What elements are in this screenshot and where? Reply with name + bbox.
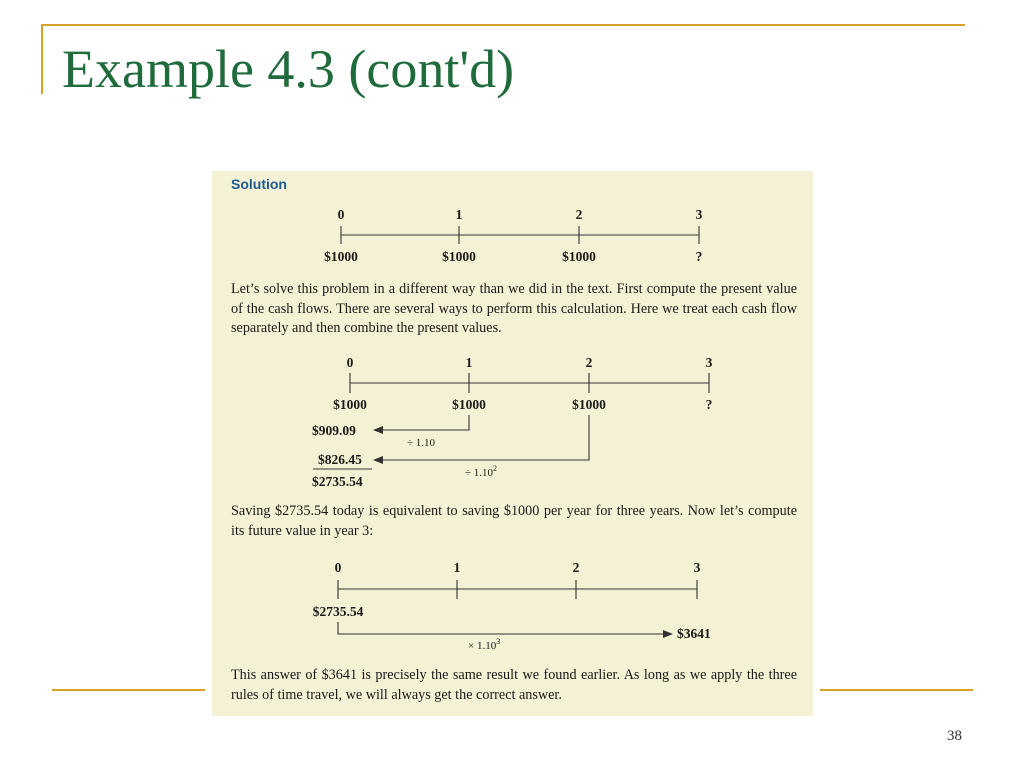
timeline-1 bbox=[212, 171, 813, 271]
timeline-3-period-label: 1 bbox=[453, 560, 461, 575]
discount-op-1: ÷ 1.10 bbox=[407, 437, 436, 449]
compound-op bbox=[468, 637, 500, 652]
paragraph-future-value: Saving $2735.54 today is equivalent to saving $1000 per year for three years. Now let’s compute its future value in year 3: bbox=[231, 503, 797, 539]
arrow-head bbox=[373, 426, 383, 434]
frame-top-rule bbox=[41, 24, 965, 26]
discount-op-2-exponent: 2 bbox=[493, 464, 498, 473]
present-value-2: $826.45 bbox=[318, 452, 362, 467]
timeline-2-period-label: 3 bbox=[705, 355, 713, 370]
timeline-1-period-label: 1 bbox=[455, 207, 463, 222]
present-value-1: $909.09 bbox=[312, 423, 356, 438]
compound-op-base: × 1.10 bbox=[468, 640, 497, 652]
compound-op-exponent: 3 bbox=[496, 637, 501, 646]
discount-arrow-1 bbox=[382, 415, 469, 430]
timeline-2-cash-flow: $1000 bbox=[572, 397, 606, 412]
solution-heading: Solution bbox=[231, 176, 287, 192]
paragraph-conclusion: This answer of $3641 is precisely the same result we found earlier. As long as we apply the three rules of time travel, we will always get the correct answer. bbox=[231, 667, 797, 703]
timeline-2-cash-flow: $1000 bbox=[333, 397, 367, 412]
timeline-2-period-label: 1 bbox=[465, 355, 473, 370]
timeline-2 bbox=[212, 351, 813, 491]
timeline-1-cash-flow: $1000 bbox=[562, 249, 596, 264]
timeline-3-period-label: 2 bbox=[572, 560, 580, 575]
solution-panel bbox=[212, 171, 813, 716]
paragraph-present-value: Let’s solve this problem in a different way than we did in the text. First compute the present value of the cash flows. There are several ways to perform this calculation. Here we treat each cash flow separately and then combine the present values. bbox=[231, 281, 797, 336]
compound-arrow bbox=[338, 622, 663, 634]
timeline-2-cash-flow: $1000 bbox=[452, 397, 486, 412]
timeline-2-cash-flow: ? bbox=[705, 397, 713, 412]
discount-op-2 bbox=[465, 464, 497, 479]
future-value: $3641 bbox=[677, 626, 711, 641]
timeline-1-cash-flow: ? bbox=[695, 249, 703, 264]
timeline-3-period-label: 3 bbox=[693, 560, 701, 575]
timeline-2-period-label: 0 bbox=[346, 355, 354, 370]
start-value: $2735.54 bbox=[312, 604, 364, 619]
timeline-1-cash-flow: $1000 bbox=[442, 249, 476, 264]
discount-op-2-base: ÷ 1.10 bbox=[465, 467, 494, 479]
timeline-1-cash-flow: $1000 bbox=[324, 249, 358, 264]
timeline-1-period-label: 2 bbox=[575, 207, 583, 222]
timeline-2-period-label: 2 bbox=[585, 355, 593, 370]
bottom-rule-right bbox=[820, 689, 973, 691]
timeline-1-period-label: 0 bbox=[337, 207, 345, 222]
slide-title: Example 4.3 (cont'd) bbox=[62, 39, 515, 99]
arrow-head bbox=[373, 456, 383, 464]
timeline-3-period-label: 0 bbox=[334, 560, 342, 575]
page-number: 38 bbox=[947, 728, 962, 744]
arrow-head bbox=[663, 630, 673, 638]
timeline-1-period-label: 3 bbox=[695, 207, 703, 222]
bottom-rule-left bbox=[52, 689, 205, 691]
timeline-3 bbox=[212, 556, 813, 656]
frame-left-rule bbox=[41, 24, 43, 94]
present-value-total: $2735.54 bbox=[312, 474, 363, 489]
